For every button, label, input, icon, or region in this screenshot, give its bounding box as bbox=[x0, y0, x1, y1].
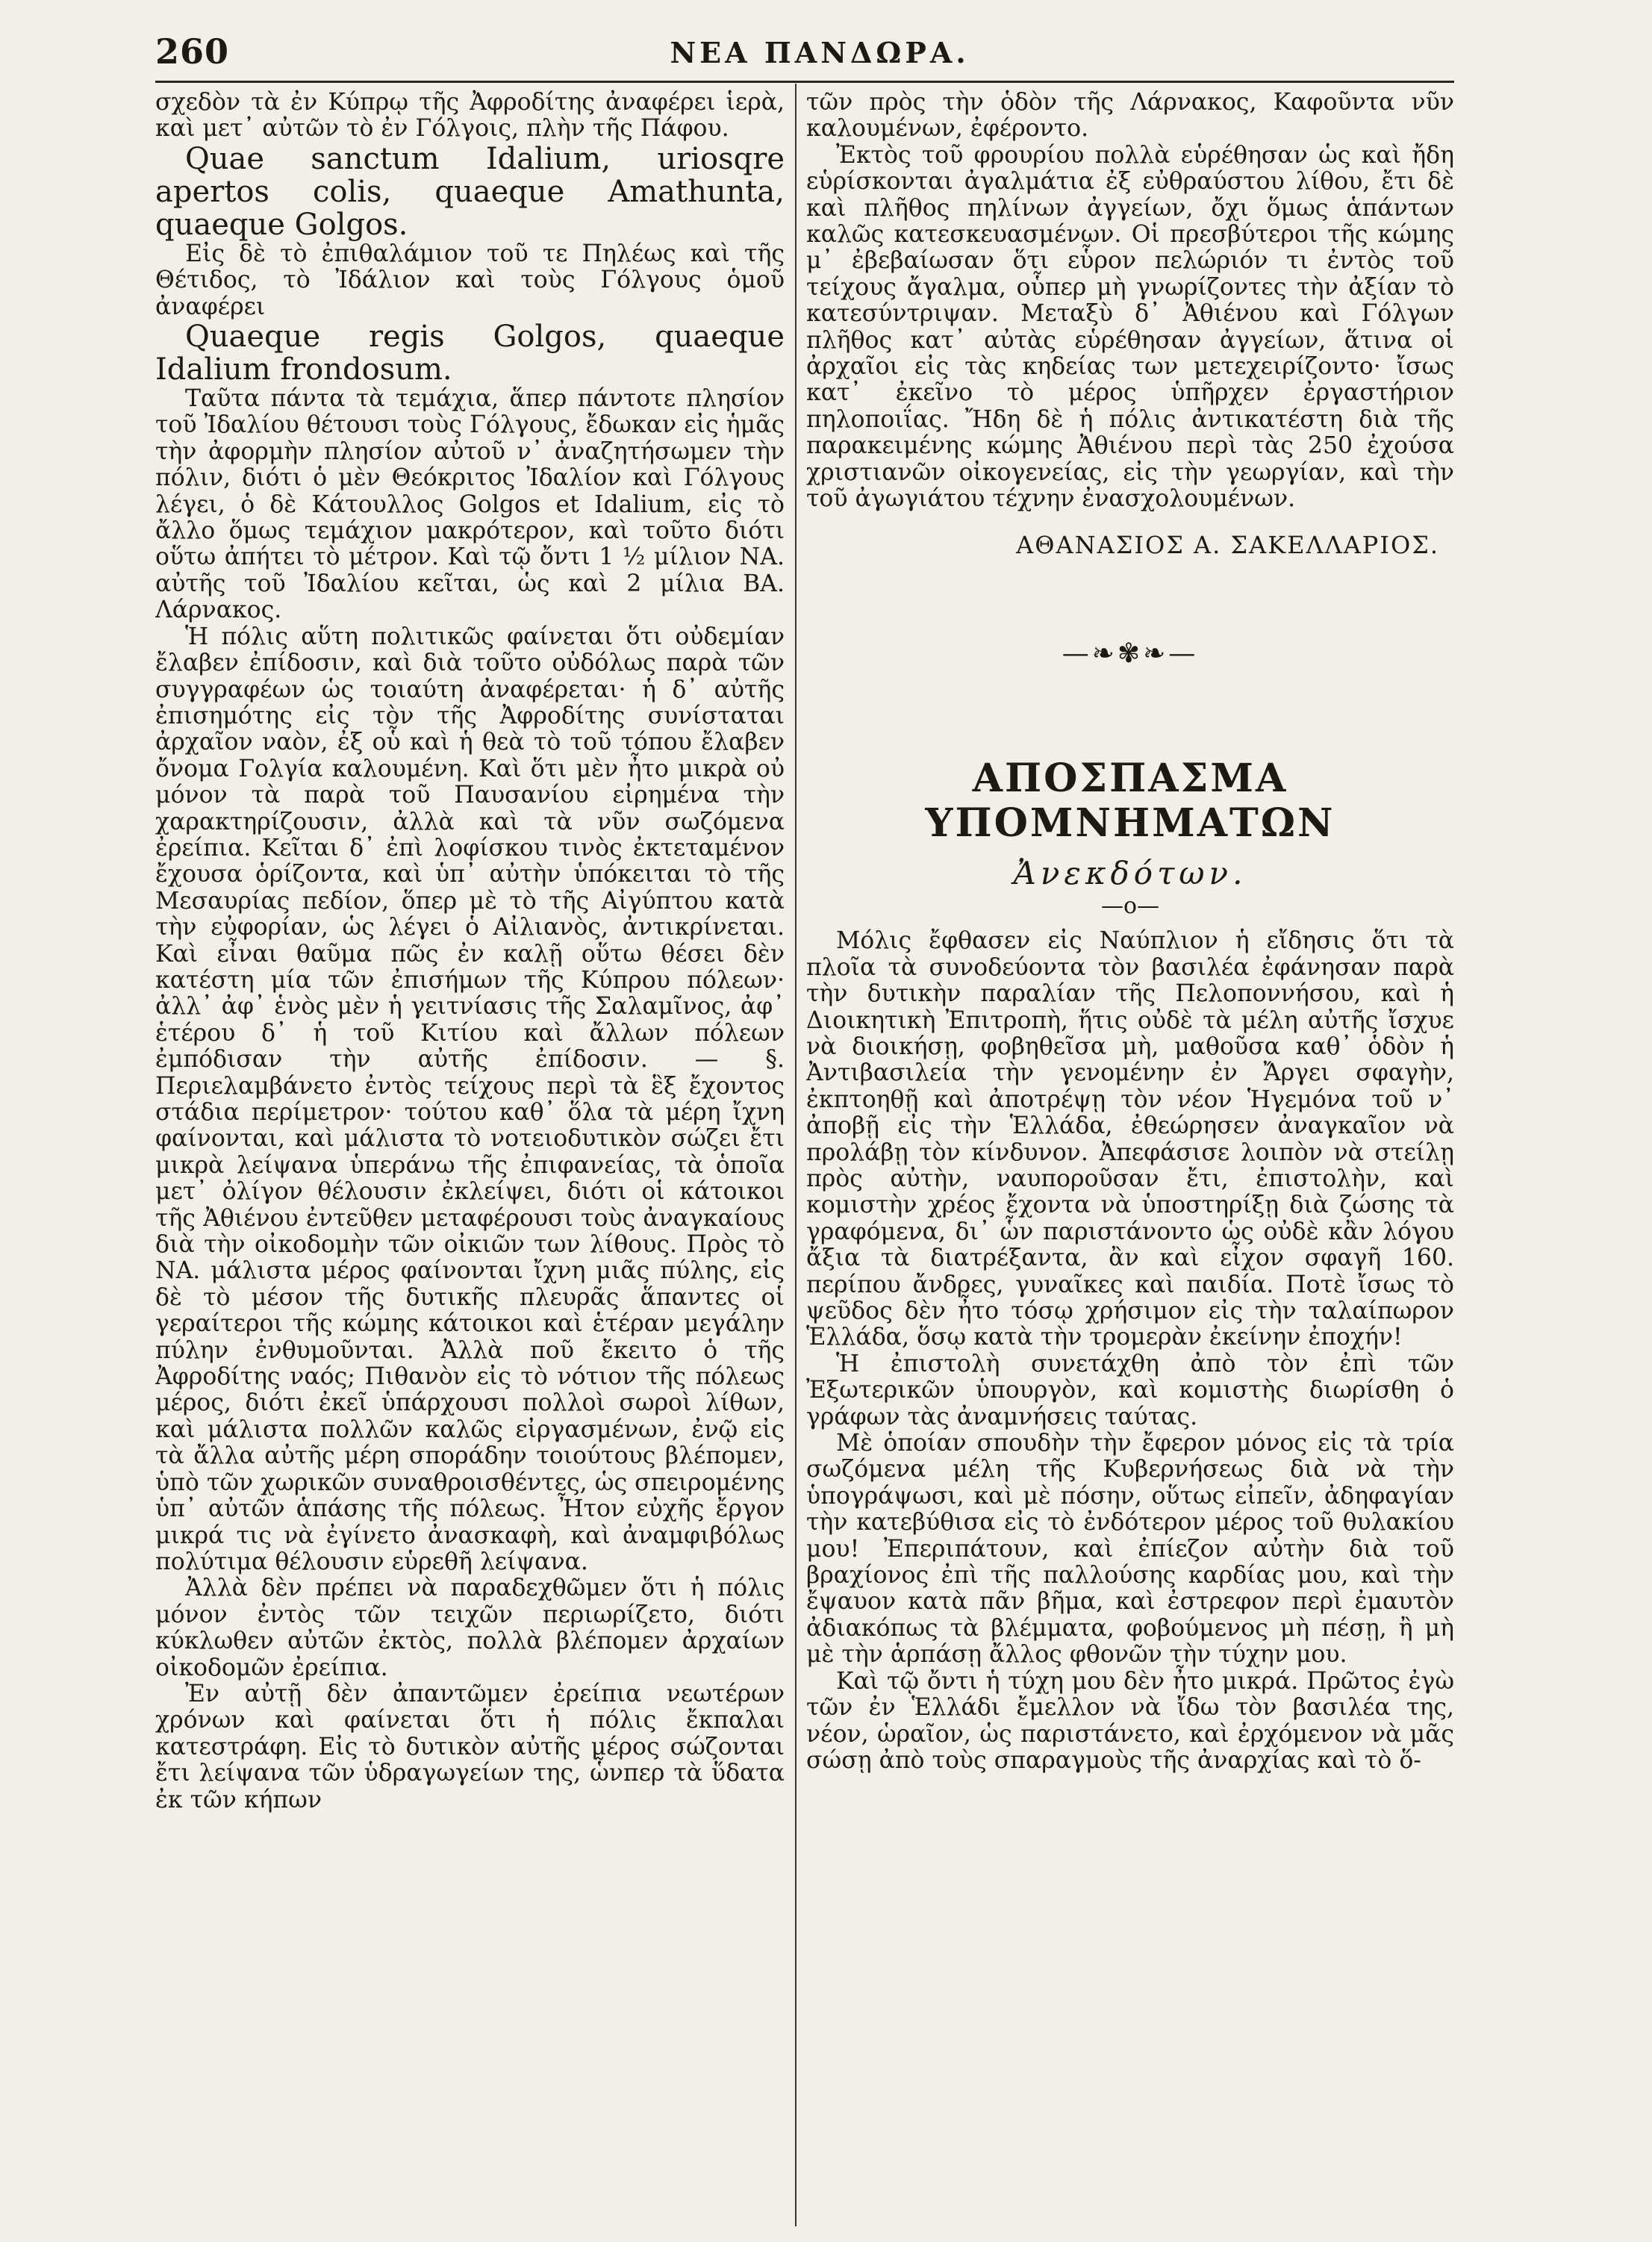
right-paragraph-6: Καὶ τῷ ὄντι ἡ τύχη μου δὲν ἦτο μικρά. Πρῶτος ἐγὼ τῶν ἐν Ἑλλάδι ἔμελλον νὰ ἴδω τὸν βασιλέα της, νέον, ὡραῖον, ὡς παριστάνετο, καὶ ἐρχόμενον νὰ μᾶς σώσῃ ἀπὸ τοὺς σπαραγμοὺς τῆς ἀναρχίας καὶ τὸ ὅ- bbox=[806, 1667, 1454, 1774]
page-number: 260 bbox=[155, 31, 230, 72]
right-paragraph-3: Μόλις ἔφθασεν εἰς Ναύπλιον ἡ εἴδησις ὅτι τὰ πλοῖα τὰ συνοδεύοντα τὸν βασιλέα ἐφάνησαν παρὰ τὴν δυτικὴν παραλίαν τῆς Πελοποννήσου, καὶ ἡ Διοικητικὴ Ἐπιτροπὴ, ἥτις οὐδὲ τὰ μέλη αὐτῆς ἴσχυε νὰ διοικήσῃ, φοβηθεῖσα μὴ, μαθοῦσα καθ᾽ ὁδὸν ἡ Ἀντιβασιλεία τὴν γενομένην ἐν Ἄργει σφαγὴν, ἐκπτοηθῇ καὶ ἀποτρέψῃ τὸν νέον Ἡγεμόνα τοῦ ν᾽ ἀποβῇ εἰς τὴν Ἑλλάδα, ἐθεώρησεν ἀναγκαῖον νὰ προλάβῃ τὸν κίνδυνον. Ἀπεφάσισε λοιπὸν νὰ στείλῃ πρὸς αὐτὴν, ναυποροῦσαν ἔτι, ἐπιστολὴν, καὶ κομιστὴν χρέος ἔχοντα νὰ ὑποστηρίξῃ διὰ ζώσης τὰ γραφόμενα, δι᾽ ὧν παριστάνοντο ὡς οὐδὲ κἂν λόγου ἄξια τὰ διατρέξαντα, ἂν καὶ εἶχον σφαγῆ 160. περίπου ἄνδρες, γυναῖκες καὶ παιδία. Ποτὲ ἴσως τὸ ψεῦδος δὲν ἦτο τόσῳ χρήσιμον εἰς τὴν ταλαίπωρον Ἑλλάδα, ὅσῳ κατὰ τὴν τρομερὰν ἐκείνην ἐποχήν! bbox=[806, 927, 1454, 1351]
right-paragraph-4: Ἡ ἐπιστολὴ συνετάχθη ἀπὸ τὸν ἐπὶ τῶν Ἐξωτερικῶν ὑπουργὸν, καὶ κομιστὴς διωρίσθη ὁ γράφων τὰς ἀναμνήσεις ταύτας. bbox=[806, 1350, 1454, 1430]
page-header bbox=[155, 31, 1484, 73]
right-paragraph-1: τῶν πρὸς τὴν ὁδὸν τῆς Λάρνακος, Καφοῦντα νῦν καλουμένων, ἐφέροντο. bbox=[806, 90, 1454, 143]
column-divider bbox=[795, 84, 797, 2226]
latin-quote-2: Quaeque regis Golgos, quaeque Idalium frondosum. bbox=[155, 320, 785, 387]
right-paragraph-5: Μὲ ὁποίαν σπουδὴν τὴν ἔφερον μόνος εἰς τὰ τρία σωζόμενα μέλη τῆς Κυβερνήσεως διὰ νὰ τὴν ὑπογράψωσι, καὶ μὲ πόσην, οὕτως εἰπεῖν, ἀδηφαγίαν τὴν κατεβύθισα εἰς τὸ ἐνδότερον μέρος τοῦ θυλακίου μου! Ἐπεριπάτουν, καὶ ἐπίεζον αὐτὴν διὰ τοῦ βραχίονος ἐπὶ τῆς παλλούσης καρδίας μου, καὶ τὴν ἔψαυον κατὰ πᾶν βῆμα, καὶ ἐστρεφον περὶ ἐμαυτὸν ἀδιακόπως τὰ βλέμματα, φοβούμενος μὴ πέσῃ, ἢ μὴ μὲ τὴν ἁρπάσῃ ἄλλος φθονῶν τὴν τύχην μου. bbox=[806, 1430, 1454, 1669]
right-paragraph-2: Ἐκτὸς τοῦ φρουρίου πολλὰ εὑρέθησαν ὡς καὶ ἤδη εὑρίσκονται ἀγαλμάτια ἐξ εὐθραύστου λίθου, ἔτι δὲ καὶ πλῆθος πηλίνων ἀγγείων, ὄχι ὅμως ἁπάντων καλῶς κατεσκευασμένων. Οἱ πρεσβύτεροι τῆς κώμης μ᾽ ἐβεβαίωσαν ὅτι εὗρον πελώριόν τι ἐντὸς τοῦ τείχους ἄγαλμα, οὗπερ μὴ γνωρίζοντες τὴν ἀξίαν τὸ κατεσύντριψαν. Μεταξὺ δ᾽ Ἀθιένου καὶ Γόλγων πλῆθος κατ᾽ αὐτὰς εὑρέθησαν ἀγγείων, ἅτινα οἱ ἀρχαῖοι εἰς τὰς κηδείας των μετεχειρίζοντο· ἴσως κατ᾽ ἐκεῖνο τὸ μέρος ὑπῆρχεν ἐργαστήριον πηλοποιΐας. Ἤδη δὲ ἡ πόλις ἀντικατέστη διὰ τῆς παρακειμένης κώμης Ἀθιένου περὶ τὰς 250 ἐχούσα χριστιανῶν οἰκογενείας, εἰς τὴν γεωργίαν, καὶ τὴν τοῦ ἀγωγιάτου τέχνην ἐνασχολουμένων. bbox=[806, 141, 1454, 513]
left-paragraph-6: Ἐν αὐτῇ δὲν ἀπαντῶμεν ἐρείπια νεωτέρων χρόνων καὶ φαίνεται ὅτι ἡ πόλις ἔκπαλαι κατεστράφη. Εἰς τὸ δυτικὸν αὐτῆς μέρος σώζονται ἔτι λείψανα τῶν ὑδραγωγείων της, ὧνπερ τὰ ὕδατα ἐκ τῶν κήπων bbox=[155, 1680, 785, 1813]
header-rule bbox=[155, 81, 1454, 83]
section-title: ΑΠΟΣΠΑΣΜΑ ΥΠΟΜΝΗΜΑΤΩΝ bbox=[925, 756, 1335, 847]
running-title: ΝΕΑ ΠΑΝΔΩΡΑ. bbox=[670, 36, 970, 69]
left-paragraph-1: σχεδὸν τὰ ἐν Κύπρῳ τῆς Ἀφροδίτης ἀναφέρει ἱερὰ, καὶ μετ᾽ αὐτῶν τὸ ἐν Γόλγοις, πλὴν τῆς Πάφου. bbox=[155, 90, 785, 143]
left-paragraph-5: Ἀλλὰ δὲν πρέπει νὰ παραδεχθῶμεν ὅτι ἡ πόλις μόνον ἐντὸς τῶν τειχῶν περιωρίζετο, διότι κύκλωθεν αὐτῶν ἐκτὸς, πολλὰ βλέπομεν ἀρχαίων οἰκοδομῶν ἐρείπια. bbox=[155, 1575, 785, 1681]
author-signature: ΑΘΑΝΑΣΙΟΣ Α. ΣΑΚΕΛΛΑΡΙΟΣ. bbox=[1016, 530, 1439, 559]
ornament-divider: —❧✾❧— bbox=[1062, 638, 1199, 669]
left-paragraph-3: Ταῦτα πάντα τὰ τεμάχια, ἅπερ πάντοτε πλησίον τοῦ Ἰδαλίου θέτουσι τοὺς Γόλγους, ἔδωκαν εἰς ἡμᾶς τὴν ἀφορμὴν πλησίον αὐτοῦ ν᾽ ἀναζητήσωμεν τὴν πόλιν, διότι ὁ μὲν Θεόκριτος Ἰδαλίον καὶ Γόλγους λέγει, ὁ δὲ Κάτουλλος Golgos et Idalium, εἰς τὸ ἄλλο ὅμως τεμάχιον μακρότερον, καὶ τοῦτο διότι οὕτω ἀπήτει τὸ μέτρον. Καὶ τῷ ὄντι 1 ½ μίλιον ΝΑ. αὐτῆς τοῦ Ἰδαλίου κεῖται, ὡς καὶ 2 μίλια ΒΑ. Λάρνακος. bbox=[155, 385, 785, 624]
left-column bbox=[155, 90, 785, 2225]
left-paragraph-2: Εἰς δὲ τὸ ἐπιθαλάμιον τοῦ τε Πηλέως καὶ τῆς Θέτιδος, τὸ Ἰδάλιον καὶ τοὺς Γόλγους ὁμοῦ ἀναφέρει bbox=[155, 240, 785, 320]
section-subtitle: Ἀνεκδότων. bbox=[1013, 855, 1247, 892]
section-rule: —o— bbox=[1100, 893, 1160, 920]
right-column bbox=[806, 90, 1454, 2225]
latin-quote-1: Quae sanctum Idalium, uriosqre apertos colis, quaeque Amathunta, quaeque Golgos. bbox=[155, 141, 785, 242]
left-paragraph-4: Ἡ πόλις αὕτη πολιτικῶς φαίνεται ὅτι οὐδεμίαν ἔλαβεν ἐπίδοσιν, καὶ διὰ τοῦτο οὐδόλως παρὰ τῶν συγγραφέων ὡς τοιαύτη ἀναφέρεται· ἡ δ᾽ αὐτῆς ἐπισημότης εἰς τὸν τῆς Ἀφροδίτης συνίσταται ἀρχαῖον ναὸν, ἐξ οὗ καὶ ἡ θεὰ τὸ τοῦ τόπου ἔλαβεν ὄνομα Γολγία καλουμένη. Καὶ ὅτι μὲν ἦτο μικρὰ οὐ μόνον τὰ παρὰ τοῦ Παυσανίου εἰρημένα τὴν χαρακτηρίζουσιν, ἀλλὰ καὶ τὰ νῦν σωζόμενα ἐρείπια. Κεῖται δ᾽ ἐπὶ λοφίσκου τινὸς ἐκτεταμένον ἔχουσα ὁρίζοντα, καὶ ὑπ᾽ αὐτὴν ὑπόκειται τὸ τῆς Μεσαυρίας πεδίον, ὅπερ μὲ τὸ τῆς Αἰγύπτου κατὰ τὴν εὐφορίαν, ὡς λέγει ὁ Αἰλιανὸς, ἀντικρίνεται. Καὶ εἶναι θαῦμα πῶς ἐν καλῇ οὕτω θέσει δὲν κατέστη μία τῶν ἐπισήμων τῆς Κύπρου πόλεων· ἀλλ᾽ ἀφ᾽ ἑνὸς μὲν ἡ γειτνίασις τῆς Σαλαμῖνος, ἀφ᾽ ἑτέρου δ᾽ ἡ τοῦ Κιτίου καὶ ἄλλων πόλεων ἐμπόδισαν τὴν αὐτῆς ἐπίδοσιν. — §. Περιελαμβάνετο ἐντὸς τείχους περὶ τὰ ἓξ ἔχοντος στάδια περίμετρον· τούτου καθ᾽ ὅλα τὰ μέρη ἴχνη φαίνονται, καὶ μάλιστα τὸ νοτειοδυτικὸν σώζει ἔτι μικρὰ λείψανα ὑπεράνω τῆς ἐπιφανείας, τὰ ὁποῖα μετ᾽ ὀλίγον θέλουσιν ἐκλείψει, διότι οἱ κάτοικοι τῆς Ἀθιένου ἐντεῦθεν μεταφέρουσι τοὺς ἀναγκαίους διὰ τὴν οἰκοδομὴν τῶν οἰκιῶν των λίθους. Πρὸς τὸ ΝΑ. μάλιστα μέρος φαίνονται ἴχνη μιᾶς πύλης, εἰς δὲ τὸ μέσον τῆς δυτικῆς πλευρᾶς ἅπαντες οἱ γεραίτεροι τῆς κώμης κάτοικοι καὶ ἑτέραν μεγάλην πύλην ἐνθυμοῦνται. Ἀλλὰ ποῦ ἔκειτο ὁ τῆς Ἀφροδίτης ναός; Πιθανὸν εἰς τὸ νότιον τῆς πόλεως μέρος, διότι ἐκεῖ ὑπάρχουσι πολλοὶ σωροὶ λίθων, καὶ μάλιστα πολλῶν καλῶς εἰργασμένων, ἐνῷ εἰς τὰ ἄλλα αὐτῆς μέρη σποράδην τοιούτους βλέπομεν, ὑπὸ τῶν χωρικῶν συναθροισθέντες, ὡς σπειρομένης ὑπ᾽ αὐτῶν ἁπάσης τῆς πόλεως. Ἦτον εὐχῆς ἔργον μικρά τις νὰ ἐγίνετο ἀνασκαφὴ, καὶ ἀναμφιβόλως πολύτιμα θέλουσιν εὑρεθῆ λείψανα. bbox=[155, 623, 785, 1575]
